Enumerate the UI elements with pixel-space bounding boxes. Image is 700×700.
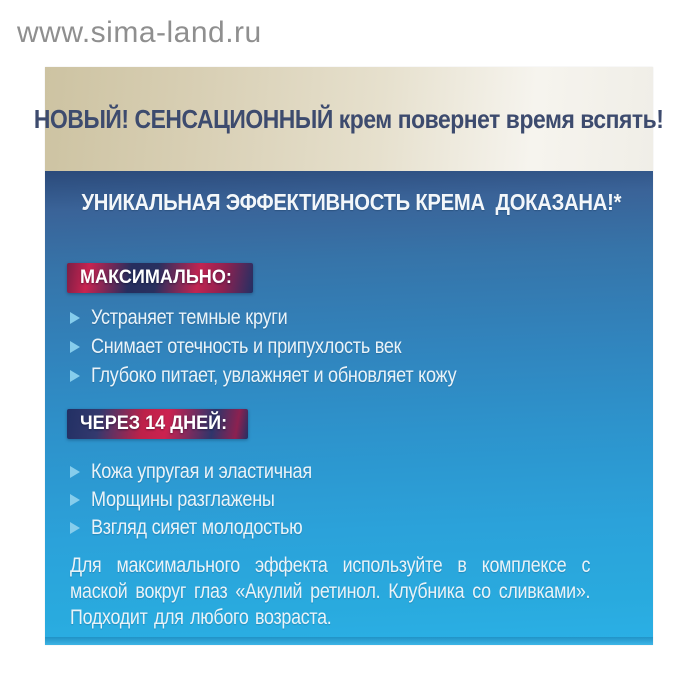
usage-note: Для максимального эффекта используйте в комплексе с маской вокруг глаз «Акулий ретинол. Клубника со сливками». Подходит для любого возраста.	[70, 554, 591, 629]
list-item-text: Морщины разглажены	[91, 488, 275, 511]
bullet-triangle-icon	[70, 494, 80, 506]
list-item-text: Устраняет темные круги	[91, 305, 288, 329]
product-box-back-panel	[34, 67, 664, 645]
list-item-text: Взгляд сияет молодостью	[91, 516, 303, 539]
list-item	[70, 303, 516, 332]
list-item	[70, 332, 516, 361]
bullet-triangle-icon	[70, 341, 80, 353]
list-item	[70, 458, 348, 486]
site-watermark: www.sima-land.ru	[17, 16, 262, 49]
headline-band	[34, 67, 664, 171]
bullet-triangle-icon	[70, 370, 80, 382]
list-item	[70, 514, 348, 542]
list-item	[70, 361, 516, 390]
list-item	[70, 486, 348, 514]
badge-after-14-days	[67, 409, 248, 439]
benefits-list-after-14-days	[70, 458, 348, 542]
headline-text: НОВЫЙ! СЕНСАЦИОННЫЙ крем повернет время вспять!	[34, 103, 664, 134]
info-panel	[45, 171, 653, 645]
badge-maximally	[67, 263, 253, 293]
bullet-triangle-icon	[70, 312, 80, 324]
badge-maximally-label: МАКСИМАЛЬНО:	[80, 267, 232, 288]
bullet-triangle-icon	[70, 466, 80, 478]
badge-after-14-days-label: ЧЕРЕЗ 14 ДНЕЙ:	[80, 413, 228, 434]
list-item-text: Снимает отечность и припухлость век	[91, 334, 402, 358]
effectiveness-claim: УНИКАЛЬНАЯ ЭФФЕКТИВНОСТЬ КРЕМА ДОКАЗАНА!*	[81, 189, 622, 215]
bullet-triangle-icon	[70, 522, 80, 534]
list-item-text: Кожа упругая и эластичная	[91, 460, 312, 483]
list-item-text: Глубоко питает, увлажняет и обновляет кожу	[91, 363, 457, 387]
benefits-list-maximally	[70, 303, 516, 390]
